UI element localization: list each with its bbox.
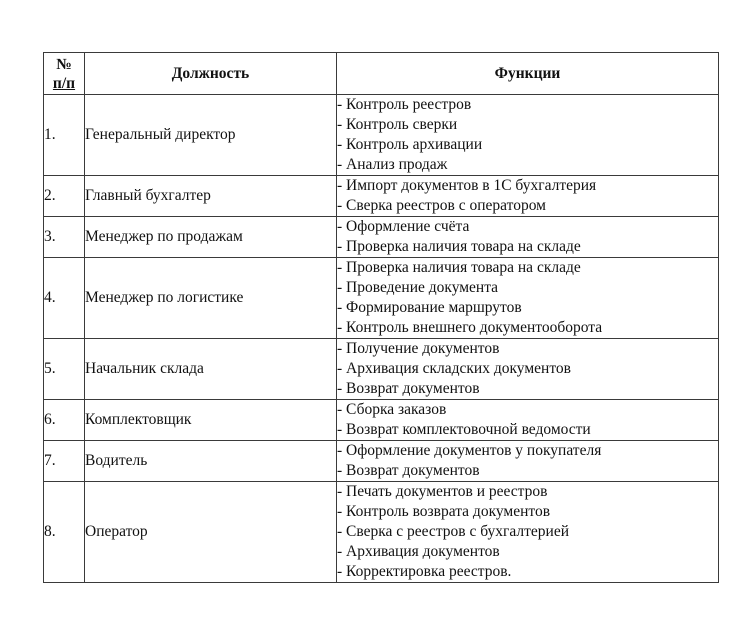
table-row [44,217,719,258]
row-functions [337,400,719,441]
row-position: Менеджер по продажам [85,217,337,258]
row-functions [337,217,719,258]
header-position: Должность [85,53,337,95]
table-row [44,339,719,400]
header-number-symbol: № [56,55,72,73]
table-row [44,441,719,482]
row-position: Оператор [85,482,337,583]
row-position: Менеджер по логистике [85,258,337,339]
function-item: - Контроль сверки [337,116,458,133]
function-item: - Контроль реестров [337,96,472,113]
function-item: - Оформление счёта [337,218,470,235]
function-item: - Возврат комплектовочной ведомости [337,421,591,438]
function-item: - Архивация документов [337,543,500,560]
header-number-abbrev: п/п [52,74,76,92]
row-position: Начальник склада [85,339,337,400]
function-item: - Сборка заказов [337,401,447,418]
header-row [44,53,719,95]
function-item: - Печать документов и реестров [337,483,548,500]
table-row [44,400,719,441]
function-item: - Сверка реестров с оператором [337,197,546,214]
row-position: Генеральный директор [85,95,337,176]
function-item: - Возврат документов [337,462,480,479]
row-functions [337,176,719,217]
table-body [44,95,719,583]
function-item: - Контроль внешнего документооборота [337,319,603,336]
function-item: - Импорт документов в 1С бухгалтерия [337,177,597,194]
row-number: 6. [44,400,85,441]
function-item: - Проведение документа [337,279,499,296]
function-item: - Возврат документов [337,380,480,397]
row-number: 3. [44,217,85,258]
function-item: - Архивация складских документов [337,360,571,377]
function-item: - Контроль возврата документов [337,503,551,520]
row-functions [337,95,719,176]
function-item: - Контроль архивации [337,136,483,153]
header-functions: Функции [337,53,719,95]
row-functions [337,482,719,583]
function-item: - Проверка наличия товара на складе [337,238,581,255]
row-position: Главный бухгалтер [85,176,337,217]
row-number: 2. [44,176,85,217]
roles-functions-table [43,52,719,583]
function-item: - Корректировка реестров. [337,563,512,580]
table-row [44,176,719,217]
row-number: 8. [44,482,85,583]
row-functions [337,339,719,400]
row-number: 4. [44,258,85,339]
function-item: - Проверка наличия товара на складе [337,259,581,276]
table-row [44,258,719,339]
function-item: - Оформление документов у покупателя [337,442,602,459]
row-functions [337,258,719,339]
row-number: 5. [44,339,85,400]
function-item: - Получение документов [337,340,500,357]
table-row [44,95,719,176]
row-position: Комплектовщик [85,400,337,441]
function-item: - Анализ продаж [337,156,448,173]
header-number [44,53,85,95]
table-row [44,482,719,583]
function-item: - Сверка с реестров с бухгалтерией [337,523,570,540]
row-functions [337,441,719,482]
row-number: 7. [44,441,85,482]
function-item: - Формирование маршрутов [337,299,522,316]
row-number: 1. [44,95,85,176]
row-position: Водитель [85,441,337,482]
